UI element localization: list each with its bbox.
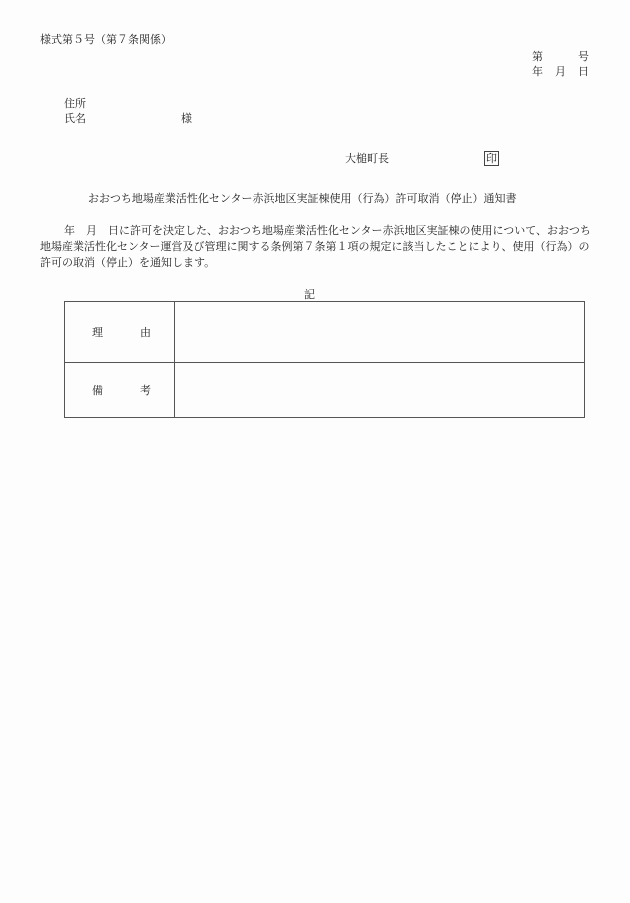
doc-number-prefix: 第 <box>532 50 543 63</box>
doc-number-suffix: 号 <box>578 50 589 63</box>
label-char: 備 <box>92 384 103 397</box>
seal-mark: 印 <box>486 152 497 165</box>
form-number: 様式第５号（第７条関係） <box>40 33 172 46</box>
table-row-remarks <box>65 363 585 418</box>
name-label: 氏名 <box>64 112 86 125</box>
record-heading: 記 <box>304 288 315 301</box>
table-row-reason <box>65 302 585 363</box>
label-char: 考 <box>140 384 151 397</box>
issuer-name: 大槌町長 <box>345 152 389 165</box>
document-title: おおつち地場産業活性化センター赤浜地区実証棟使用（行為）許可取消（停止）通知書 <box>88 192 517 205</box>
address-label: 住所 <box>64 97 86 110</box>
remarks-value <box>175 363 585 418</box>
honorific: 様 <box>181 112 192 125</box>
reason-label <box>65 302 175 363</box>
record-table <box>64 301 585 418</box>
date-day: 日 <box>578 65 589 78</box>
remarks-label <box>65 363 175 418</box>
reason-value <box>175 302 585 363</box>
label-char: 理 <box>92 326 103 339</box>
date-year: 年 <box>532 65 543 78</box>
date-month: 月 <box>555 65 566 78</box>
notice-body: 年 月 日に許可を決定した、おおつち地場産業活性化センター赤浜地区実証棟の使用について、おおつち地場産業活性化センター運営及び管理に関する条例第７条第１項の規定に該当したことにより、使用（行為）の許可の取消（停止）を通知します。 <box>40 224 591 269</box>
label-char: 由 <box>140 326 151 339</box>
